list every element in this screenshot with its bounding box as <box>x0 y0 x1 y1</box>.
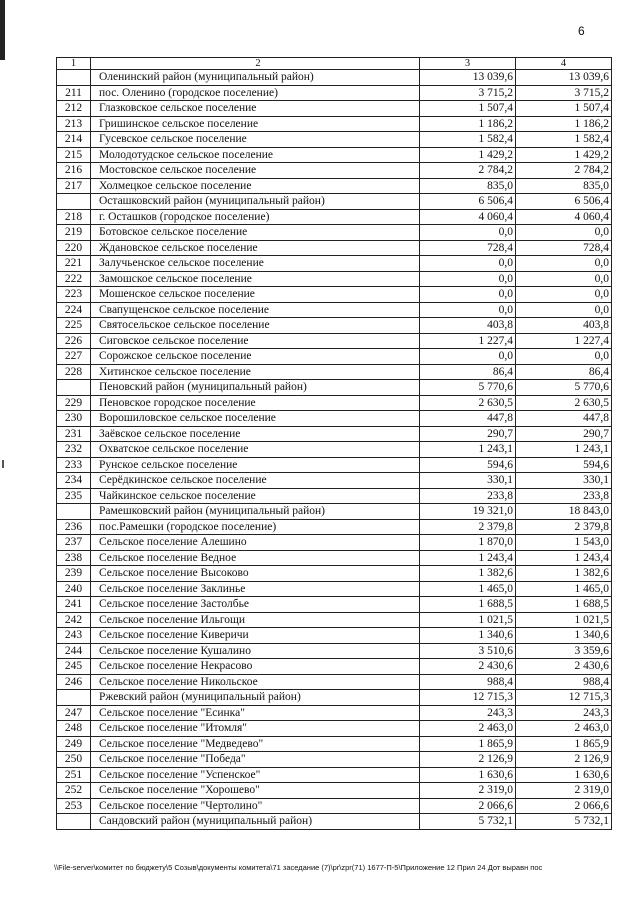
row-value-col4: 290,7 <box>516 426 612 442</box>
row-value-col4: 1 021,5 <box>516 612 612 628</box>
header-col-4: 4 <box>516 58 612 70</box>
table-row <box>57 302 612 318</box>
table-row <box>57 643 612 659</box>
row-number: 222 <box>57 271 91 287</box>
row-number: 212 <box>57 101 91 117</box>
row-value-col3: 0,0 <box>420 225 516 241</box>
row-value-col4: 1 543,0 <box>516 535 612 551</box>
table-row <box>57 612 612 628</box>
row-value-col3: 728,4 <box>420 240 516 256</box>
table-row <box>57 411 612 427</box>
header-col-1: 1 <box>57 58 91 70</box>
row-number: 246 <box>57 674 91 690</box>
table-row <box>57 426 612 442</box>
table-row <box>57 783 612 799</box>
row-value-col3: 2 319,0 <box>420 783 516 799</box>
row-value-col4: 2 463,0 <box>516 721 612 737</box>
row-name: Сельское поселение "Медведево" <box>91 736 420 752</box>
row-name: Рамешковский район (муниципальный район) <box>91 504 420 520</box>
row-value-col4: 1 382,6 <box>516 566 612 582</box>
row-value-col4: 2 784,2 <box>516 163 612 179</box>
row-value-col3: 2 430,6 <box>420 659 516 675</box>
table-row <box>57 147 612 163</box>
table-row <box>57 116 612 132</box>
row-value-col3: 13 039,6 <box>420 70 516 86</box>
row-value-col3: 2 463,0 <box>420 721 516 737</box>
table-row <box>57 705 612 721</box>
row-name: Сельское поселение Высоково <box>91 566 420 582</box>
row-name: Гусевское сельское поселение <box>91 132 420 148</box>
row-name: Ботовское сельское поселение <box>91 225 420 241</box>
row-value-col3: 988,4 <box>420 674 516 690</box>
table-row <box>57 457 612 473</box>
row-number <box>57 814 91 830</box>
row-name: Сиговское сельское поселение <box>91 333 420 349</box>
row-value-col4: 233,8 <box>516 488 612 504</box>
row-value-col4: 6 506,4 <box>516 194 612 210</box>
table-row <box>57 767 612 783</box>
header-col-2: 2 <box>91 58 420 70</box>
table-row <box>57 488 612 504</box>
row-number: 230 <box>57 411 91 427</box>
row-value-col4: 5 770,6 <box>516 380 612 396</box>
row-number: 247 <box>57 705 91 721</box>
row-value-col4: 2 066,6 <box>516 798 612 814</box>
row-number: 229 <box>57 395 91 411</box>
table-row <box>57 85 612 101</box>
row-name: Глазковское сельское поселение <box>91 101 420 117</box>
table-row <box>57 550 612 566</box>
row-value-col3: 1 340,6 <box>420 628 516 644</box>
row-value-col4: 1 243,4 <box>516 550 612 566</box>
row-name: Замошское сельское поселение <box>91 271 420 287</box>
row-value-col4: 2 126,9 <box>516 752 612 768</box>
row-number: 242 <box>57 612 91 628</box>
row-name: Сельское поселение "Победа" <box>91 752 420 768</box>
row-value-col3: 330,1 <box>420 473 516 489</box>
row-value-col4: 0,0 <box>516 349 612 365</box>
row-name: Сельское поселение "Чертолино" <box>91 798 420 814</box>
row-name: Сельское поселение Никольское <box>91 674 420 690</box>
row-value-col3: 1 865,9 <box>420 736 516 752</box>
table-row <box>57 721 612 737</box>
row-number: 215 <box>57 147 91 163</box>
row-name: Хитинское сельское поселение <box>91 364 420 380</box>
row-number: 235 <box>57 488 91 504</box>
row-value-col4: 1 227,4 <box>516 333 612 349</box>
row-value-col3: 0,0 <box>420 256 516 272</box>
row-value-col3: 2 630,5 <box>420 395 516 411</box>
row-value-col3: 1 382,6 <box>420 566 516 582</box>
table-row <box>57 473 612 489</box>
row-value-col3: 835,0 <box>420 178 516 194</box>
row-value-col4: 1 465,0 <box>516 581 612 597</box>
table-row <box>57 178 612 194</box>
row-value-col4: 1 630,6 <box>516 767 612 783</box>
row-value-col3: 86,4 <box>420 364 516 380</box>
table-row <box>57 287 612 303</box>
row-value-col4: 1 429,2 <box>516 147 612 163</box>
table-row <box>57 535 612 551</box>
row-name: Пеновский район (муниципальный район) <box>91 380 420 396</box>
row-name: Гришинское сельское поселение <box>91 116 420 132</box>
row-value-col3: 1 243,1 <box>420 442 516 458</box>
row-number: 249 <box>57 736 91 752</box>
row-value-col3: 594,6 <box>420 457 516 473</box>
table-row <box>57 628 612 644</box>
row-name: Сельское поселение Киверичи <box>91 628 420 644</box>
row-value-col4: 988,4 <box>516 674 612 690</box>
row-number: 213 <box>57 116 91 132</box>
row-value-col3: 1 465,0 <box>420 581 516 597</box>
row-value-col4: 1 688,5 <box>516 597 612 613</box>
row-value-col3: 447,8 <box>420 411 516 427</box>
row-value-col4: 1 507,4 <box>516 101 612 117</box>
row-number: 245 <box>57 659 91 675</box>
row-number: 220 <box>57 240 91 256</box>
row-value-col3: 1 429,2 <box>420 147 516 163</box>
row-value-col3: 1 227,4 <box>420 333 516 349</box>
row-value-col4: 2 430,6 <box>516 659 612 675</box>
row-value-col4: 447,8 <box>516 411 612 427</box>
row-value-col3: 403,8 <box>420 318 516 334</box>
row-number: 241 <box>57 597 91 613</box>
row-name: Сельское поселение "Итомля" <box>91 721 420 737</box>
row-value-col3: 1 630,6 <box>420 767 516 783</box>
table-row <box>57 752 612 768</box>
row-value-col4: 12 715,3 <box>516 690 612 706</box>
row-name: Сельское поселение "Хорошево" <box>91 783 420 799</box>
row-value-col3: 1 243,4 <box>420 550 516 566</box>
row-number: 219 <box>57 225 91 241</box>
row-value-col4: 594,6 <box>516 457 612 473</box>
row-value-col4: 0,0 <box>516 225 612 241</box>
row-value-col4: 0,0 <box>516 256 612 272</box>
row-value-col3: 19 321,0 <box>420 504 516 520</box>
row-name: Заёвское сельское поселение <box>91 426 420 442</box>
row-number: 253 <box>57 798 91 814</box>
row-value-col3: 4 060,4 <box>420 209 516 225</box>
row-value-col3: 1 021,5 <box>420 612 516 628</box>
row-number: 248 <box>57 721 91 737</box>
row-value-col4: 18 843,0 <box>516 504 612 520</box>
table-row <box>57 736 612 752</box>
row-number: 239 <box>57 566 91 582</box>
table-row <box>57 395 612 411</box>
row-name: Залучьенское сельское поселение <box>91 256 420 272</box>
table-row <box>57 194 612 210</box>
row-number: 251 <box>57 767 91 783</box>
row-value-col4: 5 732,1 <box>516 814 612 830</box>
row-number: 234 <box>57 473 91 489</box>
row-value-col4: 403,8 <box>516 318 612 334</box>
row-value-col3: 1 688,5 <box>420 597 516 613</box>
table-row <box>57 674 612 690</box>
row-value-col3: 1 582,4 <box>420 132 516 148</box>
row-name: Мостовское сельское поселение <box>91 163 420 179</box>
row-value-col3: 1 870,0 <box>420 535 516 551</box>
row-value-col3: 1 186,2 <box>420 116 516 132</box>
scan-edge-mark <box>0 0 5 60</box>
row-name: Серёдкинское сельское поселение <box>91 473 420 489</box>
row-value-col4: 3 715,2 <box>516 85 612 101</box>
row-value-col4: 243,3 <box>516 705 612 721</box>
row-number: 217 <box>57 178 91 194</box>
row-name: Осташковский район (муниципальный район) <box>91 194 420 210</box>
row-name: Чайкинское сельское поселение <box>91 488 420 504</box>
row-name: Свапущенское сельское поселение <box>91 302 420 318</box>
row-value-col4: 0,0 <box>516 271 612 287</box>
row-value-col3: 2 066,6 <box>420 798 516 814</box>
row-value-col3: 2 126,9 <box>420 752 516 768</box>
row-name: пос.Рамешки (городское поселение) <box>91 519 420 535</box>
table-row <box>57 225 612 241</box>
row-value-col4: 2 379,8 <box>516 519 612 535</box>
row-name: Сельское поселение Ведное <box>91 550 420 566</box>
row-value-col4: 13 039,6 <box>516 70 612 86</box>
row-value-col4: 1 582,4 <box>516 132 612 148</box>
table-header-row <box>57 58 612 70</box>
row-number: 216 <box>57 163 91 179</box>
table-row <box>57 318 612 334</box>
row-name: Сельское поселение "Успенское" <box>91 767 420 783</box>
row-number: 244 <box>57 643 91 659</box>
row-value-col4: 728,4 <box>516 240 612 256</box>
row-number: 238 <box>57 550 91 566</box>
row-name: Охватское сельское поселение <box>91 442 420 458</box>
row-number <box>57 70 91 86</box>
row-number <box>57 194 91 210</box>
row-number <box>57 504 91 520</box>
row-name: Сельское поселение Ильгощи <box>91 612 420 628</box>
row-name: Сельское поселение Кушалино <box>91 643 420 659</box>
row-number: 252 <box>57 783 91 799</box>
table-row <box>57 271 612 287</box>
row-value-col3: 3 510,6 <box>420 643 516 659</box>
row-value-col4: 1 865,9 <box>516 736 612 752</box>
table-row <box>57 690 612 706</box>
table-row <box>57 566 612 582</box>
row-value-col3: 2 784,2 <box>420 163 516 179</box>
file-path-footer: \\File-server\комитет по бюджету\5 Созыв\документы комитета\71 заседание (7)\pr\zpr(71) 1677-П-5\Приложение 12 Прил 24 Дот выравн пос <box>54 863 543 872</box>
table-row <box>57 581 612 597</box>
row-name: Молодотудское сельское поселение <box>91 147 420 163</box>
row-name: пос. Оленино (городское поселение) <box>91 85 420 101</box>
row-value-col3: 0,0 <box>420 287 516 303</box>
row-value-col3: 2 379,8 <box>420 519 516 535</box>
table-row <box>57 240 612 256</box>
row-number: 227 <box>57 349 91 365</box>
budget-table <box>56 57 612 830</box>
table-row <box>57 163 612 179</box>
row-value-col4: 4 060,4 <box>516 209 612 225</box>
row-number: 228 <box>57 364 91 380</box>
row-number: 232 <box>57 442 91 458</box>
row-number: 221 <box>57 256 91 272</box>
row-name: Холмецкое сельское поселение <box>91 178 420 194</box>
row-value-col4: 2 630,5 <box>516 395 612 411</box>
row-name: Сельское поселение Заклинье <box>91 581 420 597</box>
row-number <box>57 380 91 396</box>
table-row <box>57 519 612 535</box>
table-row <box>57 442 612 458</box>
row-name: Сорожское сельское поселение <box>91 349 420 365</box>
row-value-col3: 0,0 <box>420 302 516 318</box>
row-value-col4: 86,4 <box>516 364 612 380</box>
table-row <box>57 798 612 814</box>
row-name: Сельское поселение Застолбье <box>91 597 420 613</box>
row-number: 237 <box>57 535 91 551</box>
table-row <box>57 333 612 349</box>
row-value-col4: 0,0 <box>516 287 612 303</box>
table-row <box>57 256 612 272</box>
row-value-col4: 2 319,0 <box>516 783 612 799</box>
row-name: Пеновское городское поселение <box>91 395 420 411</box>
row-number: 223 <box>57 287 91 303</box>
row-number: 224 <box>57 302 91 318</box>
row-number: 250 <box>57 752 91 768</box>
table-row <box>57 597 612 613</box>
table-row <box>57 349 612 365</box>
row-value-col3: 5 732,1 <box>420 814 516 830</box>
row-name: Святосельское сельское поселение <box>91 318 420 334</box>
table-row <box>57 132 612 148</box>
row-number: 243 <box>57 628 91 644</box>
table-row <box>57 380 612 396</box>
row-number: 233 <box>57 457 91 473</box>
row-number: 211 <box>57 85 91 101</box>
table-row <box>57 70 612 86</box>
row-number: 218 <box>57 209 91 225</box>
header-col-3: 3 <box>420 58 516 70</box>
row-name: Ржевский район (муниципальный район) <box>91 690 420 706</box>
row-name: Сельское поселение Алешино <box>91 535 420 551</box>
table-row <box>57 364 612 380</box>
table-row <box>57 209 612 225</box>
row-value-col3: 0,0 <box>420 349 516 365</box>
row-value-col4: 1 186,2 <box>516 116 612 132</box>
row-number <box>57 690 91 706</box>
table-row <box>57 659 612 675</box>
row-name: г. Осташков (городское поселение) <box>91 209 420 225</box>
row-name: Рунское сельское поселение <box>91 457 420 473</box>
row-value-col3: 1 507,4 <box>420 101 516 117</box>
row-name: Сельское поселение Некрасово <box>91 659 420 675</box>
row-value-col3: 12 715,3 <box>420 690 516 706</box>
row-number: 214 <box>57 132 91 148</box>
row-value-col3: 0,0 <box>420 271 516 287</box>
row-name: Ворошиловское сельское поселение <box>91 411 420 427</box>
row-value-col3: 243,3 <box>420 705 516 721</box>
row-number: 236 <box>57 519 91 535</box>
row-value-col3: 3 715,2 <box>420 85 516 101</box>
row-value-col3: 233,8 <box>420 488 516 504</box>
table-row <box>57 504 612 520</box>
row-name: Сандовский район (муниципальный район) <box>91 814 420 830</box>
row-name: Ждановское сельское поселение <box>91 240 420 256</box>
row-value-col3: 5 770,6 <box>420 380 516 396</box>
table-row <box>57 101 612 117</box>
row-number: 225 <box>57 318 91 334</box>
row-value-col4: 3 359,6 <box>516 643 612 659</box>
row-number: 231 <box>57 426 91 442</box>
row-value-col3: 6 506,4 <box>420 194 516 210</box>
row-value-col3: 290,7 <box>420 426 516 442</box>
row-value-col4: 0,0 <box>516 302 612 318</box>
row-value-col4: 1 243,1 <box>516 442 612 458</box>
row-value-col4: 835,0 <box>516 178 612 194</box>
page-number: 6 <box>578 24 585 38</box>
row-value-col4: 330,1 <box>516 473 612 489</box>
table-row <box>57 814 612 830</box>
row-name: Оленинский район (муниципальный район) <box>91 70 420 86</box>
row-number: 240 <box>57 581 91 597</box>
row-number: 226 <box>57 333 91 349</box>
row-value-col4: 1 340,6 <box>516 628 612 644</box>
row-name: Мошенское сельское поселение <box>91 287 420 303</box>
row-name: Сельское поселение "Есинка" <box>91 705 420 721</box>
scan-margin-tick <box>2 460 4 468</box>
